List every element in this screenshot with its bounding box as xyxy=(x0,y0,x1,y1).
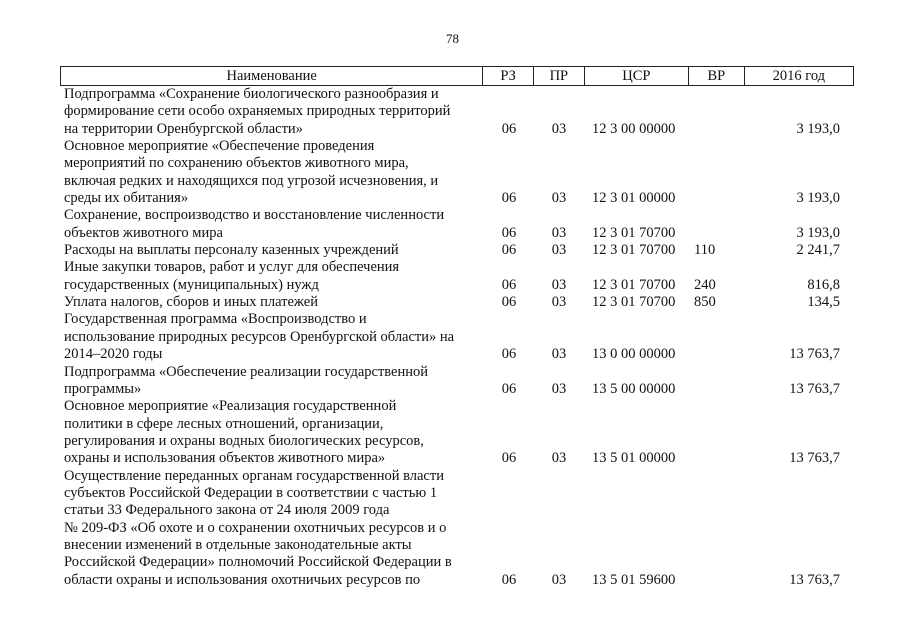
row-amount: 13 763,7 xyxy=(789,450,840,467)
row-rz: 06 xyxy=(501,380,517,397)
row-name: Основное мероприятие «Обеспечение проведения мероприятий по сохранению объектов животного мира, включая редких и находящихся под угрозой исчезновения, и среды их обитания» xyxy=(64,138,439,207)
row-name: Иные закупки товаров, работ и услуг для обеспечения государственных (муниципальных) нужд xyxy=(64,259,400,293)
table-body xyxy=(60,86,854,589)
row-csr: 13 5 01 00000 xyxy=(592,450,676,467)
table-row xyxy=(60,138,854,207)
row-rz: 06 xyxy=(501,120,517,137)
row-rz: 06 xyxy=(501,294,517,311)
table-row xyxy=(60,259,854,294)
row-pr: 03 xyxy=(551,450,567,467)
row-name: Осуществление переданных органам государственной власти субъектов Российской Федерации в соответствии с частью 1 статьи 33 Федерального закона от 24 июля 2009 года № 209-ФЗ «Об охоте и о сохранении охотничьих ресурсов и о внесении изменений в отдельные законодательные акты Российской Федерации» полномочий Российской Федерации в области охраны и использования охотничьих ресурсов по xyxy=(64,467,452,588)
row-amount: 3 193,0 xyxy=(796,224,840,241)
table-row xyxy=(60,242,854,259)
row-csr: 12 3 01 70700 xyxy=(592,294,676,311)
row-name: Государственная программа «Воспроизводство и использование природных ресурсов Оренбургской области» на 2014–2020 годы xyxy=(64,311,455,363)
row-vr: 850 xyxy=(694,294,716,311)
row-name: Подпрограмма «Сохранение биологического разнообразия и формирование сети особо охраняемых природных территорий на территории Оренбургской области» xyxy=(64,86,451,137)
row-amount: 13 763,7 xyxy=(789,380,840,397)
row-amount: 816,8 xyxy=(807,276,840,293)
header-vr: ВР xyxy=(689,67,745,85)
row-pr: 03 xyxy=(551,571,567,588)
row-name: Расходы на выплаты персоналу казенных учреждений xyxy=(64,242,399,259)
row-name: Уплата налогов, сборов и иных платежей xyxy=(64,294,318,311)
row-rz: 06 xyxy=(501,346,517,363)
row-amount: 13 763,7 xyxy=(789,346,840,363)
row-pr: 03 xyxy=(551,276,567,293)
row-vr: 110 xyxy=(694,242,716,259)
header-name: Наименование xyxy=(61,67,483,85)
row-name: Сохранение, воспроизводство и восстановление численности объектов животного мира xyxy=(64,207,445,241)
row-rz: 06 xyxy=(501,276,517,293)
row-csr: 12 3 01 70700 xyxy=(592,242,676,259)
row-csr: 12 3 01 70700 xyxy=(592,276,676,293)
page-number: 78 xyxy=(446,31,459,46)
header-csr: ЦСР xyxy=(585,67,689,85)
row-rz: 06 xyxy=(501,242,517,259)
row-amount: 2 241,7 xyxy=(796,242,840,259)
table-row xyxy=(60,468,854,589)
row-name: Основное мероприятие «Реализация государственной политики в сфере лесных отношений, организации, регулирования и охраны водных биологических ресурсов, охраны и использования объектов животного мира» xyxy=(64,398,424,467)
table-row xyxy=(60,398,854,467)
header-pr: ПР xyxy=(534,67,585,85)
budget-table xyxy=(60,66,854,589)
row-rz: 06 xyxy=(501,571,517,588)
row-csr: 12 3 00 00000 xyxy=(592,120,676,137)
table-header xyxy=(60,66,854,86)
table-row xyxy=(60,294,854,311)
row-pr: 03 xyxy=(551,242,567,259)
row-amount: 3 193,0 xyxy=(796,190,840,207)
row-name: Подпрограмма «Обеспечение реализации государственной программы» xyxy=(64,363,429,397)
row-csr: 13 5 00 00000 xyxy=(592,380,676,397)
table-row xyxy=(60,86,854,138)
table-row xyxy=(60,311,854,363)
table-row xyxy=(60,364,854,399)
row-amount: 134,5 xyxy=(807,294,840,311)
row-rz: 06 xyxy=(501,224,517,241)
row-csr: 13 0 00 00000 xyxy=(592,346,676,363)
header-rz: РЗ xyxy=(483,67,534,85)
row-pr: 03 xyxy=(551,224,567,241)
row-rz: 06 xyxy=(501,450,517,467)
row-pr: 03 xyxy=(551,380,567,397)
row-pr: 03 xyxy=(551,190,567,207)
row-csr: 13 5 01 59600 xyxy=(592,571,676,588)
row-vr: 240 xyxy=(694,276,716,293)
row-csr: 12 3 01 70700 xyxy=(592,224,676,241)
row-amount: 13 763,7 xyxy=(789,571,840,588)
row-pr: 03 xyxy=(551,346,567,363)
header-year: 2016 год xyxy=(745,67,854,85)
row-pr: 03 xyxy=(551,294,567,311)
row-amount: 3 193,0 xyxy=(796,120,840,137)
row-csr: 12 3 01 00000 xyxy=(592,190,676,207)
table-row xyxy=(60,207,854,242)
row-pr: 03 xyxy=(551,120,567,137)
row-rz: 06 xyxy=(501,190,517,207)
